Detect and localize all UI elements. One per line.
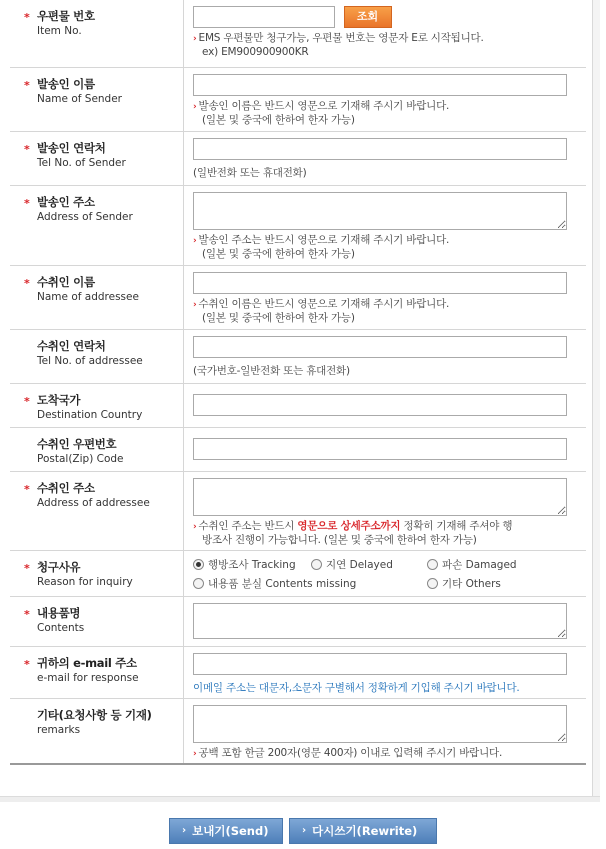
item-no-note <box>193 32 586 59</box>
label-cell <box>10 551 184 596</box>
label-sender-tel-en: Tel No. of Sender <box>37 157 126 169</box>
row-addressee-tel <box>10 330 586 384</box>
required-mark: * <box>24 562 30 575</box>
label-sender-address-en: Address of Sender <box>37 211 133 223</box>
radio-others[interactable] <box>427 576 577 591</box>
field-cell <box>184 428 586 471</box>
row-sender-address <box>10 186 586 266</box>
addressee-tel-input[interactable] <box>193 336 567 358</box>
radio-icon[interactable] <box>427 559 438 570</box>
note-text: 수취인 이름은 반드시 영문으로 기재해 주시기 바랍니다. <box>198 298 450 310</box>
arrow-icon: › <box>193 102 197 112</box>
label-cell <box>10 0 184 67</box>
field-cell <box>184 266 586 329</box>
radio-contents-missing[interactable] <box>193 576 427 591</box>
sender-name-input[interactable] <box>193 74 567 96</box>
radio-icon[interactable] <box>193 578 204 589</box>
send-button-label: 보내기(Send) <box>192 824 269 838</box>
radio-label: 파손 Damaged <box>442 559 517 571</box>
label-cell <box>10 384 184 427</box>
radio-icon[interactable] <box>311 559 322 570</box>
required-mark: * <box>24 483 30 496</box>
item-no-input-group <box>193 6 586 28</box>
row-reason <box>10 551 586 597</box>
required-mark: * <box>24 608 30 621</box>
send-button[interactable] <box>169 818 283 844</box>
field-cell <box>184 330 586 383</box>
field-cell <box>184 68 586 131</box>
sender-tel-input[interactable] <box>193 138 567 160</box>
chevron-right-icon: › <box>302 825 307 836</box>
remarks-note <box>193 747 586 761</box>
label-contents-en: Contents <box>37 622 85 634</box>
field-cell <box>184 647 586 698</box>
label-sender-name: 발송인 이름 <box>37 77 95 91</box>
label-cell <box>10 699 184 763</box>
sender-address-textarea[interactable] <box>193 192 567 230</box>
field-cell <box>184 472 586 550</box>
required-mark: * <box>24 658 30 671</box>
arrow-icon: › <box>193 300 197 310</box>
label-cell <box>10 68 184 131</box>
chevron-right-icon: › <box>182 825 187 836</box>
field-cell <box>184 132 586 185</box>
label-cell <box>10 472 184 550</box>
field-cell <box>184 597 586 646</box>
label-cell <box>10 428 184 471</box>
label-addressee-name: 수취인 이름 <box>37 275 95 289</box>
reason-radio-group <box>193 557 586 591</box>
frame-right-edge <box>592 0 600 800</box>
radio-delayed[interactable] <box>311 557 427 572</box>
addressee-tel-note: (국가번호-일반전화 또는 휴대전화) <box>193 365 350 377</box>
row-remarks <box>10 699 586 763</box>
label-addressee-address-en: Address of addressee <box>37 497 150 509</box>
arrow-icon: › <box>193 236 197 246</box>
label-addressee-name-en: Name of addressee <box>37 291 139 303</box>
label-item-no-en: Item No. <box>37 25 82 37</box>
field-cell <box>184 0 586 67</box>
arrow-icon: › <box>193 749 197 759</box>
row-postal-code <box>10 428 586 472</box>
note-text: 발송인 이름은 반드시 영문으로 기재해 주시기 바랍니다. <box>198 100 450 112</box>
row-email <box>10 647 586 699</box>
note-text-tail: 정확히 기재해 주셔야 행 <box>400 520 513 532</box>
radio-label: 행방조사 Tracking <box>208 559 296 571</box>
label-remarks: 기타(요청사항 등 기재) <box>37 708 152 722</box>
postal-code-input[interactable] <box>193 438 567 460</box>
frame-bottom-edge <box>0 796 600 802</box>
inquiry-form <box>10 0 586 765</box>
row-addressee-address <box>10 472 586 551</box>
label-postal-code-en: Postal(Zip) Code <box>37 453 124 465</box>
row-destination <box>10 384 586 428</box>
rewrite-button-label: 다시쓰기(Rewrite) <box>312 824 418 838</box>
label-remarks-en: remarks <box>37 724 81 736</box>
field-cell <box>184 384 586 427</box>
email-input[interactable] <box>193 653 567 675</box>
required-mark: * <box>24 11 30 24</box>
required-mark: * <box>24 197 30 210</box>
note-text-2: (일본 및 중국에 한하여 한자 가능) <box>202 248 355 260</box>
label-email: 귀하의 e-mail 주소 <box>37 656 137 670</box>
action-bar <box>0 818 606 844</box>
row-sender-name <box>10 68 586 132</box>
row-sender-tel <box>10 132 586 186</box>
remarks-textarea[interactable] <box>193 705 567 743</box>
addressee-name-input[interactable] <box>193 272 567 294</box>
label-cell <box>10 266 184 329</box>
sender-name-note <box>193 100 586 127</box>
row-item-no <box>10 0 586 68</box>
item-no-input[interactable] <box>193 6 335 28</box>
note-text: 수취인 주소는 반드시 <box>198 520 298 532</box>
required-mark: * <box>24 79 30 92</box>
note-text-2: 방조사 진행이 가능합니다. (일본 및 중국에 한하여 한자 가능) <box>202 534 477 546</box>
sender-tel-note: (일반전화 또는 휴대전화) <box>193 167 307 179</box>
rewrite-button[interactable] <box>289 818 437 844</box>
note-text-2: (일본 및 중국에 한하여 한자 가능) <box>202 312 355 324</box>
label-cell <box>10 647 184 698</box>
label-reason: 청구사유 <box>37 560 81 574</box>
label-destination-en: Destination Country <box>37 409 143 421</box>
label-cell <box>10 330 184 383</box>
addressee-name-note <box>193 298 586 325</box>
label-postal-code: 수취인 우편번호 <box>37 437 117 451</box>
radio-label: 내용품 분실 Contents missing <box>208 578 357 590</box>
note-text: EMS 우편물만 청구가능, 우편물 번호는 영문자 E로 시작됩니다. <box>198 32 484 44</box>
label-item-no: 우편물 번호 <box>37 9 95 23</box>
sender-address-note <box>193 234 586 261</box>
note-emphasis: 영문으로 상세주소까지 <box>297 520 401 532</box>
field-cell <box>184 551 586 596</box>
label-contents: 내용품명 <box>37 606 81 620</box>
label-sender-name-en: Name of Sender <box>37 93 122 105</box>
radio-icon[interactable] <box>193 559 204 570</box>
label-destination: 도착국가 <box>37 393 81 407</box>
row-contents <box>10 597 586 647</box>
label-addressee-address: 수취인 주소 <box>37 481 95 495</box>
label-addressee-tel-en: Tel No. of addressee <box>37 355 143 367</box>
note-text: 공백 포함 한글 200자(영문 400자) 이내로 입력해 주시기 바랍니다. <box>198 747 503 759</box>
note-text-2: (일본 및 중국에 한하여 한자 가능) <box>202 114 355 126</box>
radio-icon[interactable] <box>427 578 438 589</box>
radio-damaged[interactable] <box>427 557 577 572</box>
addressee-address-textarea[interactable] <box>193 478 567 516</box>
radio-label: 지연 Delayed <box>326 559 393 571</box>
label-sender-tel: 발송인 연락처 <box>37 141 106 155</box>
label-reason-en: Reason for inquiry <box>37 576 133 588</box>
radio-tracking[interactable] <box>193 557 311 572</box>
radio-label: 기타 Others <box>442 578 501 590</box>
note-example: ex) EM900900900KR <box>202 46 309 58</box>
row-addressee-name <box>10 266 586 330</box>
label-cell <box>10 132 184 185</box>
arrow-icon: › <box>193 34 197 44</box>
label-sender-address: 발송인 주소 <box>37 195 95 209</box>
arrow-icon: › <box>193 522 197 532</box>
contents-textarea[interactable] <box>193 603 567 639</box>
label-addressee-tel: 수취인 연락처 <box>37 339 106 353</box>
addressee-address-note <box>193 520 586 547</box>
note-text: 발송인 주소는 반드시 영문으로 기재해 주시기 바랍니다. <box>198 234 450 246</box>
lookup-button[interactable]: 조회 <box>344 6 392 28</box>
required-mark: * <box>24 277 30 290</box>
email-note: 이메일 주소는 대문자,소문자 구별해서 정확하게 기입해 주시기 바랍니다. <box>193 682 520 694</box>
label-cell <box>10 597 184 646</box>
label-cell <box>10 186 184 265</box>
label-email-en: e-mail for response <box>37 672 139 684</box>
field-cell <box>184 186 586 265</box>
destination-input[interactable] <box>193 394 567 416</box>
field-cell <box>184 699 586 763</box>
required-mark: * <box>24 143 30 156</box>
required-mark: * <box>24 395 30 408</box>
